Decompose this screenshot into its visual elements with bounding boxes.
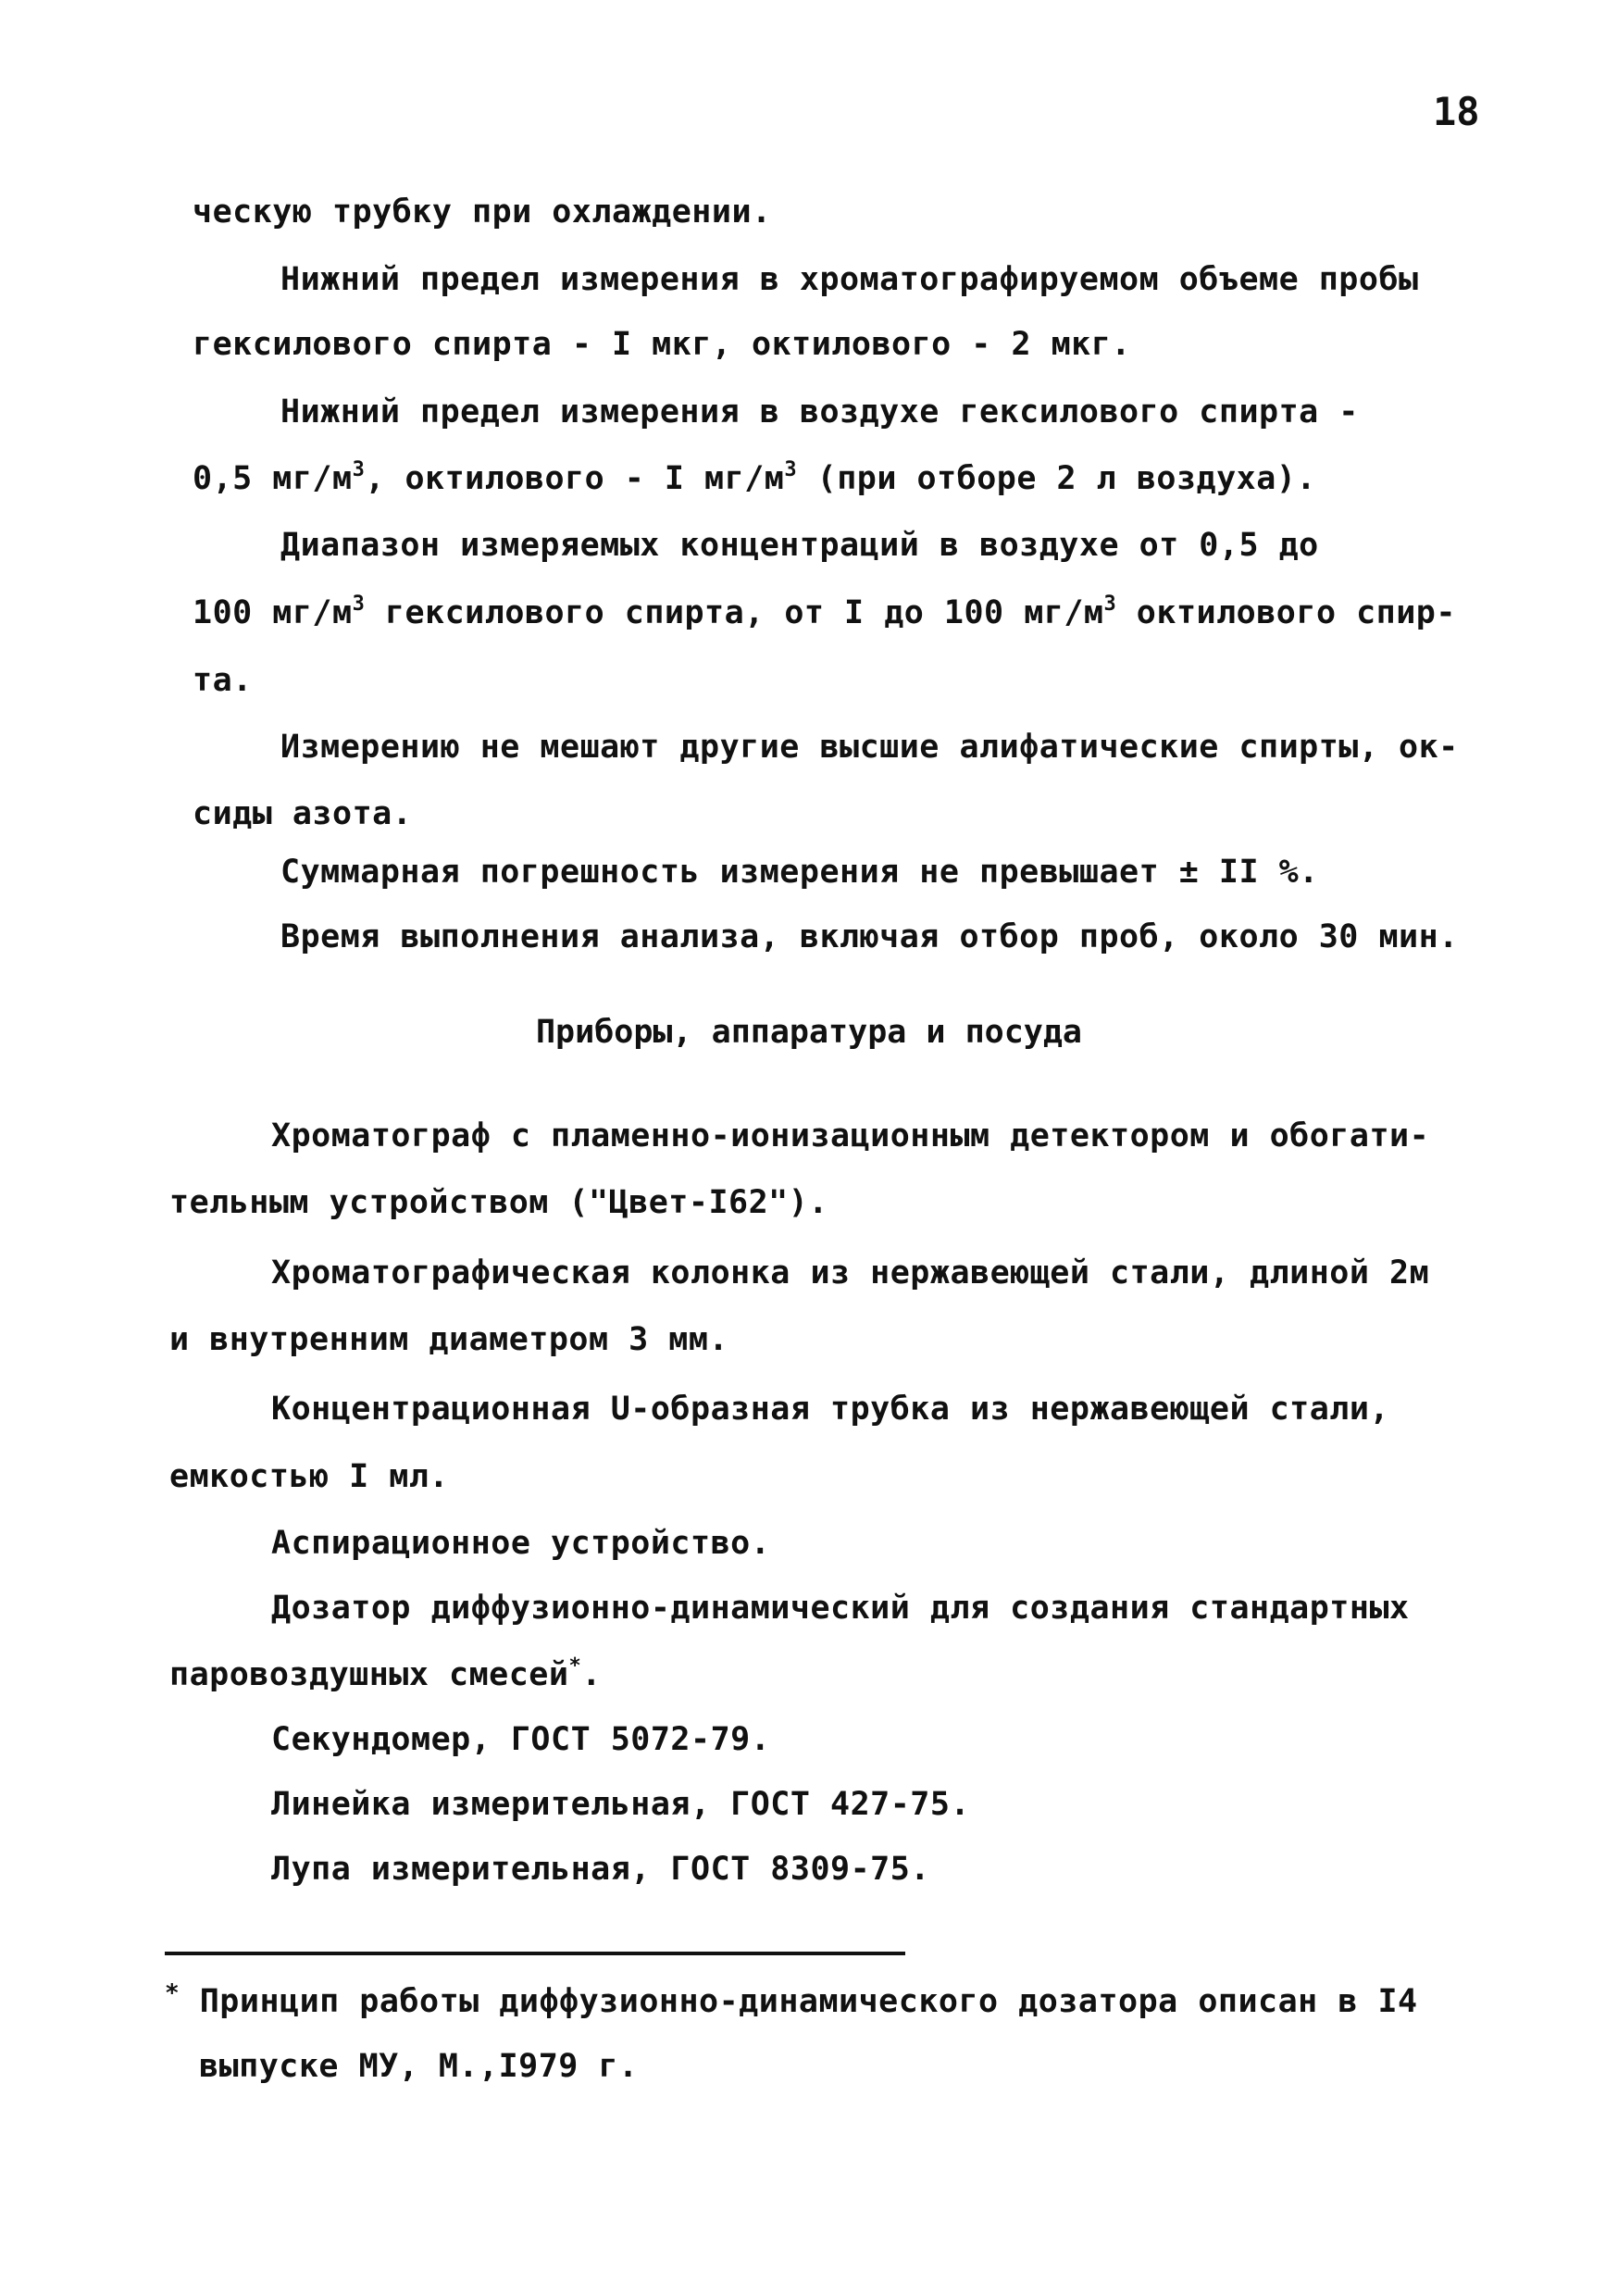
text-line: Хроматографическая колонка из нержавеющей стали, длиной 2м [271, 1254, 1430, 1292]
footnote-line: выпуске МУ, М.,I979 г. [199, 2048, 639, 2085]
footnote-reference: * [568, 1654, 582, 1678]
text-line: Нижний предел измерения в воздухе гексилового спирта - [280, 393, 1359, 430]
footnote-line: * Принцип работы диффузионно-динамического дозатора описан в I4 [165, 1979, 1418, 2020]
text-line: Хроматограф с пламенно-ионизационным детектором и обогати- [271, 1117, 1430, 1154]
text-line: Секундомер, ГОСТ 5072-79. [271, 1721, 771, 1758]
page-number: 18 [1433, 89, 1480, 134]
text-line: тельным устройством ("Цвет-I62"). [169, 1184, 828, 1221]
text-line: Диапазон измеряемых концентраций в воздухе от 0,5 до [280, 527, 1319, 564]
text-line: 0,5 $мг/м^3$, октилового - I $мг/м^3$ (при отборе 2 л воздуха). [193, 458, 1316, 497]
text-line: Концентрационная U-образная трубка из нержавеющей стали, [271, 1391, 1390, 1428]
section-heading: Приборы, аппаратура и посуда [535, 1014, 1082, 1051]
footnote-divider [165, 1952, 905, 1955]
text-line: Аспирационное устройство. [271, 1525, 771, 1562]
text-line: Время выполнения анализа, включая отбор проб, около 30 мин. [280, 918, 1459, 955]
text-line: 100 $мг/м^3$ гексилового спирта, от I до 100 $мг/м^3$ октилового спир- [193, 593, 1456, 631]
text-line: та. [193, 662, 253, 699]
text-line: ческую трубку при охлаждении. [193, 193, 772, 231]
text-line: Дозатор диффузионно-динамический для создания стандартных [271, 1590, 1410, 1627]
text-line: и внутренним диаметром 3 мм. [169, 1321, 729, 1358]
text-line: паровоздушных смесей*. [169, 1654, 602, 1693]
text-line: гексилового спирта - I мкг, октилового - 2 мкг. [193, 326, 1131, 363]
text-line: Лупа измерительная, ГОСТ 8309-75. [271, 1851, 930, 1888]
text-line: емкостью I мл. [169, 1458, 450, 1495]
text-line: сиды азота. [193, 795, 413, 832]
text-line: Линейка измерительная, ГОСТ 427-75. [271, 1786, 971, 1823]
text-line: Суммарная погрешность измерения не превышает ± II %. [280, 854, 1319, 891]
footnote-mark: * [165, 1979, 180, 2007]
text-line: Измерению не мешают другие высшие алифатические спирты, ок- [280, 729, 1459, 766]
text-line: Нижний предел измерения в хроматографируемом объеме пробы [280, 261, 1419, 298]
